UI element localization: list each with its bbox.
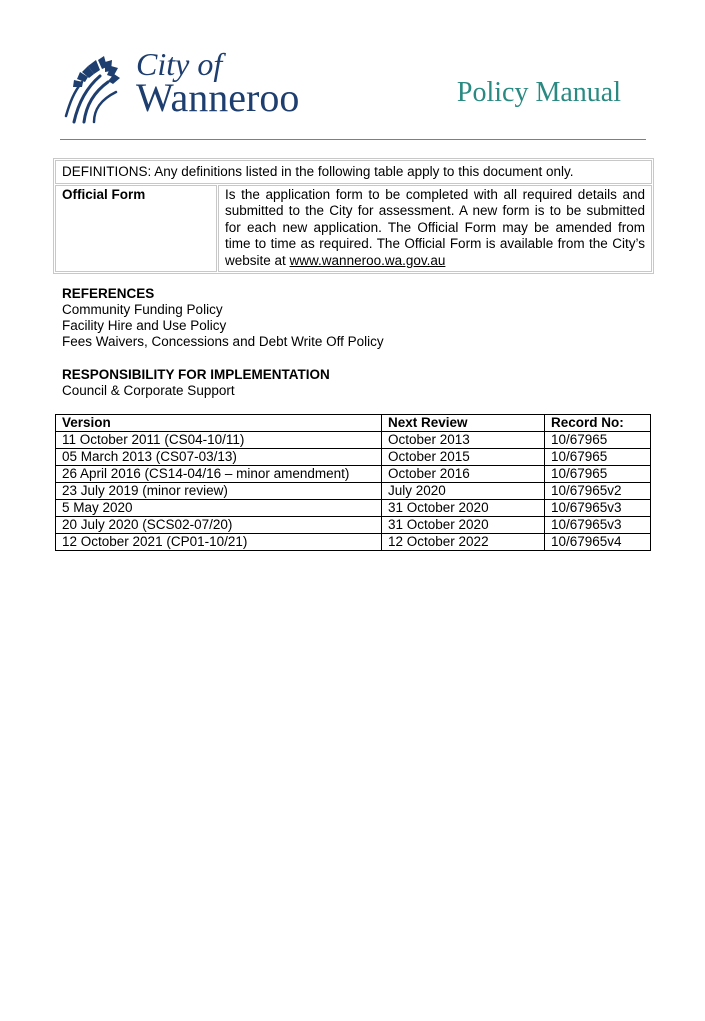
version-cell: 23 July 2019 (minor review) [56,483,382,500]
record-no-cell: 10/67965 [545,466,651,483]
version-cell: 11 October 2011 (CS04-10/11) [56,432,382,449]
next-review-cell: July 2020 [382,483,545,500]
logo-text-city-of: City of [136,46,223,82]
next-review-cell: 12 October 2022 [382,534,545,551]
references-heading: REFERENCES [62,286,155,301]
next-review-cell: October 2016 [382,466,545,483]
reference-item: Community Funding Policy [62,302,223,317]
definitions-header-row [55,160,652,184]
definitions-table [53,158,654,274]
next-review-cell: October 2013 [382,432,545,449]
definition-text [218,185,652,273]
table-row [56,466,651,483]
next-review-cell: October 2015 [382,449,545,466]
record-no-cell: 10/67965v4 [545,534,651,551]
version-history-table [55,414,651,551]
version-cell: 26 April 2016 (CS14-04/16 – minor amendment) [56,466,382,483]
version-cell: 5 May 2020 [56,500,382,517]
next-review-cell: 31 October 2020 [382,500,545,517]
column-header-record-no: Record No: [545,415,651,432]
table-row [56,449,651,466]
version-cell: 12 October 2021 (CP01-10/21) [56,534,382,551]
responsibility-section [62,367,330,399]
responsibility-value: Council & Corporate Support [62,383,235,398]
header-divider [60,139,646,140]
website-link[interactable]: www.wanneroo.wa.gov.au [289,252,446,268]
reference-item: Fees Waivers, Concessions and Debt Write Off Policy [62,334,384,349]
kangaroo-paw-icon [60,52,126,124]
version-cell: 20 July 2020 (SCS02-07/20) [56,517,382,534]
table-row [56,517,651,534]
record-no-cell: 10/67965v2 [545,483,651,500]
column-header-next-review: Next Review [382,415,545,432]
next-review-cell: 31 October 2020 [382,517,545,534]
logo-text-wanneroo: Wanneroo [136,75,300,120]
record-no-cell: 10/67965v3 [545,517,651,534]
definition-body: Is the application form to be completed with all required details and submitted to the City for assessment. A new form is to be submitted for each new application. The Official Form may be amended from time to time as required. The Official Form is available from the City’s website at [225,186,645,268]
record-no-cell: 10/67965 [545,449,651,466]
record-no-cell: 10/67965 [545,432,651,449]
table-row [56,432,651,449]
record-no-cell: 10/67965v3 [545,500,651,517]
column-header-version: Version [56,415,382,432]
city-logo [60,48,330,128]
responsibility-heading: RESPONSIBILITY FOR IMPLEMENTATION [62,367,330,382]
table-row [56,483,651,500]
reference-item: Facility Hire and Use Policy [62,318,227,333]
definitions-heading: DEFINITIONS: Any definitions listed in the following table apply to this document only. [55,160,652,184]
version-header-row [56,415,651,432]
table-row [56,500,651,517]
definition-row [55,185,652,273]
references-section [62,286,384,350]
definition-term: Official Form [55,185,217,273]
version-cell: 05 March 2013 (CS07-03/13) [56,449,382,466]
page-title: Policy Manual [456,77,621,108]
table-row [56,534,651,551]
